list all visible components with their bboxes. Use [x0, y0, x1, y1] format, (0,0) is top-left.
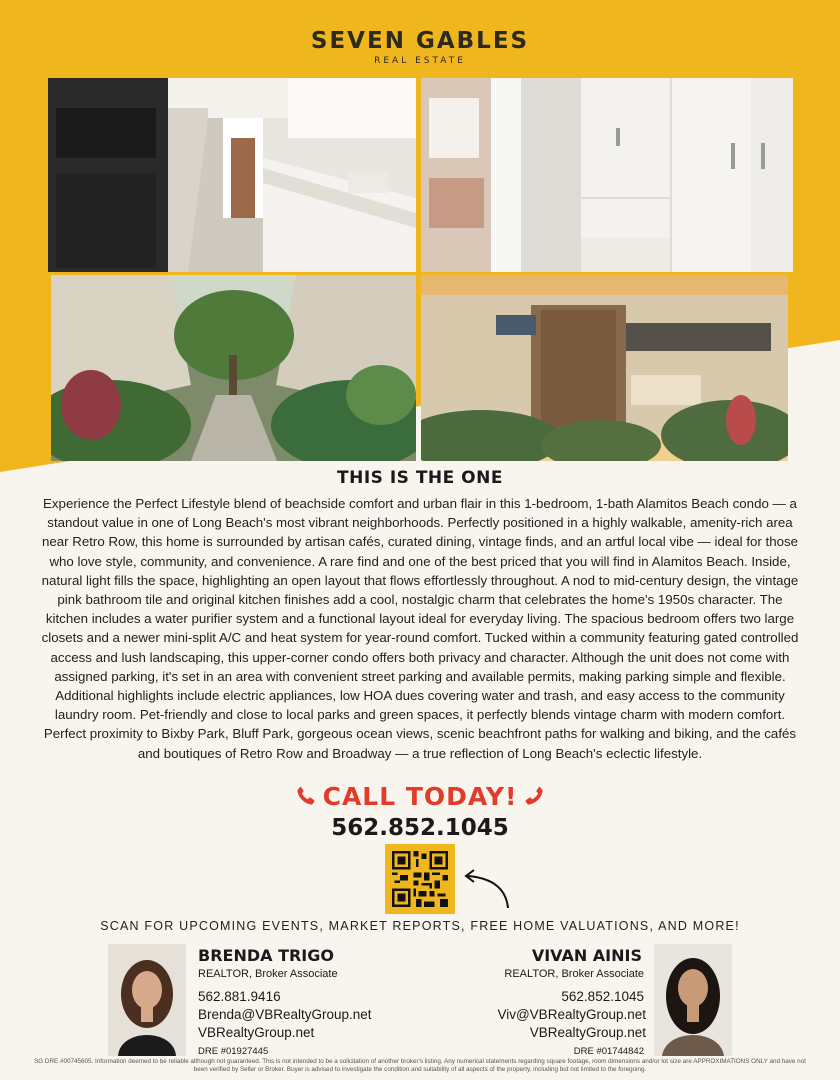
- agent-title-vivan: REALTOR, Broker Associate: [504, 968, 644, 980]
- phone-icon: [523, 785, 545, 807]
- headline: THIS IS THE ONE: [337, 468, 503, 488]
- qr-code[interactable]: [385, 844, 455, 914]
- agent-email-brenda[interactable]: Brenda@VBRealtyGroup.net: [198, 1007, 372, 1022]
- agent-dre-vivan: DRE #01744842: [573, 1046, 644, 1057]
- brand-logo: [0, 28, 840, 66]
- agent-website-vivan[interactable]: VBRealtyGroup.net: [529, 1025, 646, 1040]
- agent-phone-brenda[interactable]: 562.881.9416: [198, 989, 281, 1004]
- agent-photo-brenda: [108, 944, 186, 1056]
- agent-dre-brenda: DRE #01927445: [198, 1046, 269, 1057]
- phone-icon: [295, 785, 317, 807]
- courtyard-photo: [51, 275, 416, 461]
- curved-arrow-icon: [462, 866, 512, 910]
- agent-website-brenda[interactable]: VBRealtyGroup.net: [198, 1025, 315, 1040]
- legal-disclaimer: SG DRE #00745605. Information deemed to be reliable although not guaranteed. This is not intended to be a solicitation of another broker's listing. Any numerical statements regarding square footage, room dimensions and/or lot size are APPROXIMATIONS ONLY and have not been verified by Seller or Broker. Buyer is advised to investigate the condition and suitability of all aspects of the property, including but not limited to the foregoing.: [34, 1058, 806, 1074]
- qr-code-icon: [392, 851, 448, 907]
- building-exterior-photo: [421, 275, 788, 461]
- main-phone-number[interactable]: 562.852.1045: [331, 815, 509, 841]
- agent-phone-vivan[interactable]: 562.852.1045: [561, 989, 644, 1004]
- scan-callout: SCAN FOR UPCOMING EVENTS, MARKET REPORTS, FREE HOME VALUATIONS, AND MORE!: [100, 919, 740, 933]
- agent-title-brenda: REALTOR, Broker Associate: [198, 968, 338, 980]
- brand-name: SEVEN GABLES: [310, 28, 530, 54]
- agent-photo-vivan: [654, 944, 732, 1056]
- agent-name-vivan: VIVAN AINIS: [531, 946, 642, 965]
- call-today-banner: [0, 782, 840, 811]
- property-description: Experience the Perfect Lifestyle blend of beachside comfort and urban flair in this 1-bedroom, 1-bath Alamitos Beach condo — a standout value in one of Long Beach's most vibrant neighborhoods. Perfectly positioned in a highly walkable, amenity-rich area near Retro Row, this home is surrounded by artisan cafés, curated dining, vintage finds, and an artful local vibe — ideal for those who love style, community, and convenience. A rare find and one of the best priced that you will find in Alamitos Beach. Inside, natural light fills the space, highlighting an open layout that flows effortlessly throughout. A nod to mid-century design, the vintage pink bathroom tile and original kitchen finishes add a cool, nostalgic charm that celebrates the home's 1950s character. The kitchen includes a water purifier system and a functional layout ideal for everyday living. The spacious bedroom offers two large closets and a newer mini-split A/C and heat system for year-round comfort. Tucked within a community featuring gated controlled access and lush landscaping, this upper-corner condo offers both privacy and character. Although the unit does not come with assigned parking, it's set in an area with convenient street parking and available permits, making parking simple and flexible. Additional highlights include electric appliances, low HOA dues covering water and trash, and easy access to the community laundry room. Pet-friendly and close to local parks and green spaces, it perfectly blends vintage charm with modern comfort. Perfect proximity to Bixby Park, Bluff Park, gorgeous ocean views, scenic beachfront paths for walking and biking, and the cafés and boutiques of Retro Row and Broadway — a true reflection of Long Beach's eclectic lifestyle.: [41, 496, 799, 761]
- hallway-cabinets-photo: [421, 78, 793, 272]
- agent-name-brenda: BRENDA TRIGO: [198, 946, 334, 965]
- brand-subtitle: REAL ESTATE: [374, 56, 466, 66]
- kitchen-photo: [48, 78, 416, 272]
- agent-email-vivan[interactable]: Viv@VBRealtyGroup.net: [497, 1007, 646, 1022]
- call-today-text: CALL TODAY!: [322, 782, 518, 811]
